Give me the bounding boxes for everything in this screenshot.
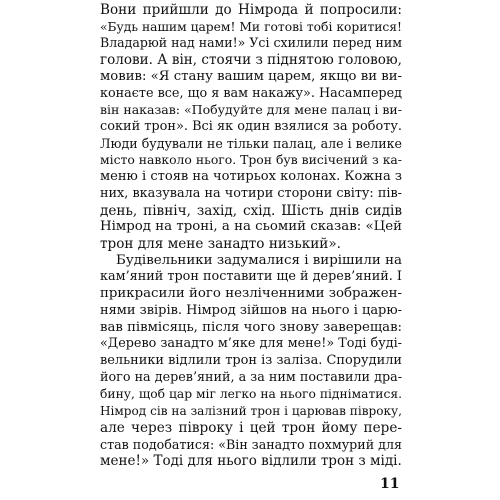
text-line: прикрасили його незліченними зображен- xyxy=(100,286,402,302)
text-line: Німрод сів на залізний трон і царював півроку, xyxy=(100,404,402,419)
text-line: Люди будували не тільки палац, але і велике xyxy=(100,135,402,151)
text-line: місто навколо нього. Трон був висічений з ка- xyxy=(100,152,402,168)
text-line: конаєте все, що я вам накажу». Насамперед xyxy=(100,85,402,101)
text-line: але через півроку і цей трон йому пере- xyxy=(100,419,402,436)
text-line: вельники відлили трон із заліза. Спорудили xyxy=(100,353,402,368)
page-number: 11 xyxy=(380,476,400,492)
text-line: голови. А він, стоячи з піднятою головою, xyxy=(100,52,402,69)
text-line: мене!» Тоді для нього відлили трон з міді. xyxy=(100,453,402,470)
text-line: мовив: «Я стану вашим царем, якщо ви ви- xyxy=(100,68,402,84)
text-line: його на дерев’яний, а за ним поставили дра- xyxy=(100,369,402,385)
text-line: вав півмісяць, після чого знову заверещав: xyxy=(100,319,402,335)
text-line: «Будь нашим царем! Ми готові тобі коритися! xyxy=(100,19,402,34)
text-line: них, вказувала на чотири сторони світу: пів- xyxy=(100,185,402,201)
text-line: Німрод на троні, а на сьомий сказав: «Цей xyxy=(100,219,402,235)
text-line: став подобатися: «Він занадто похмурий для xyxy=(100,436,402,452)
text-line: Будівельники задумалися і вирішили на xyxy=(116,252,402,268)
text-line: бину, щоб цар міг легко на нього підніматися. xyxy=(100,387,402,402)
text-line: Вони прийшли до Німрода й попросили: xyxy=(100,2,402,18)
text-line: сокий трон». Всі як один взялися за роботу. xyxy=(100,119,402,134)
text-line: день, північ, захід, схід. Шість днів сидів xyxy=(100,202,402,219)
text-line: меню і стояв на чотирьох колонах. Кожна з xyxy=(100,169,402,185)
text-line: нями звірів. Німрод зійшов на нього і царю- xyxy=(100,302,402,318)
text-line: «Дерево занадто м’яке для мене!» Тоді буді- xyxy=(100,336,402,352)
text-line: кам’яний трон поставити ще й дерев’яний. І xyxy=(100,269,402,285)
text-line: він наказав: «Побудуйте для мене палац і ви- xyxy=(100,102,402,118)
text-line: Владарюй над нами!» Усі схилили перед ним xyxy=(100,35,402,51)
text-line: трон для мене занадто низький». xyxy=(100,236,342,252)
